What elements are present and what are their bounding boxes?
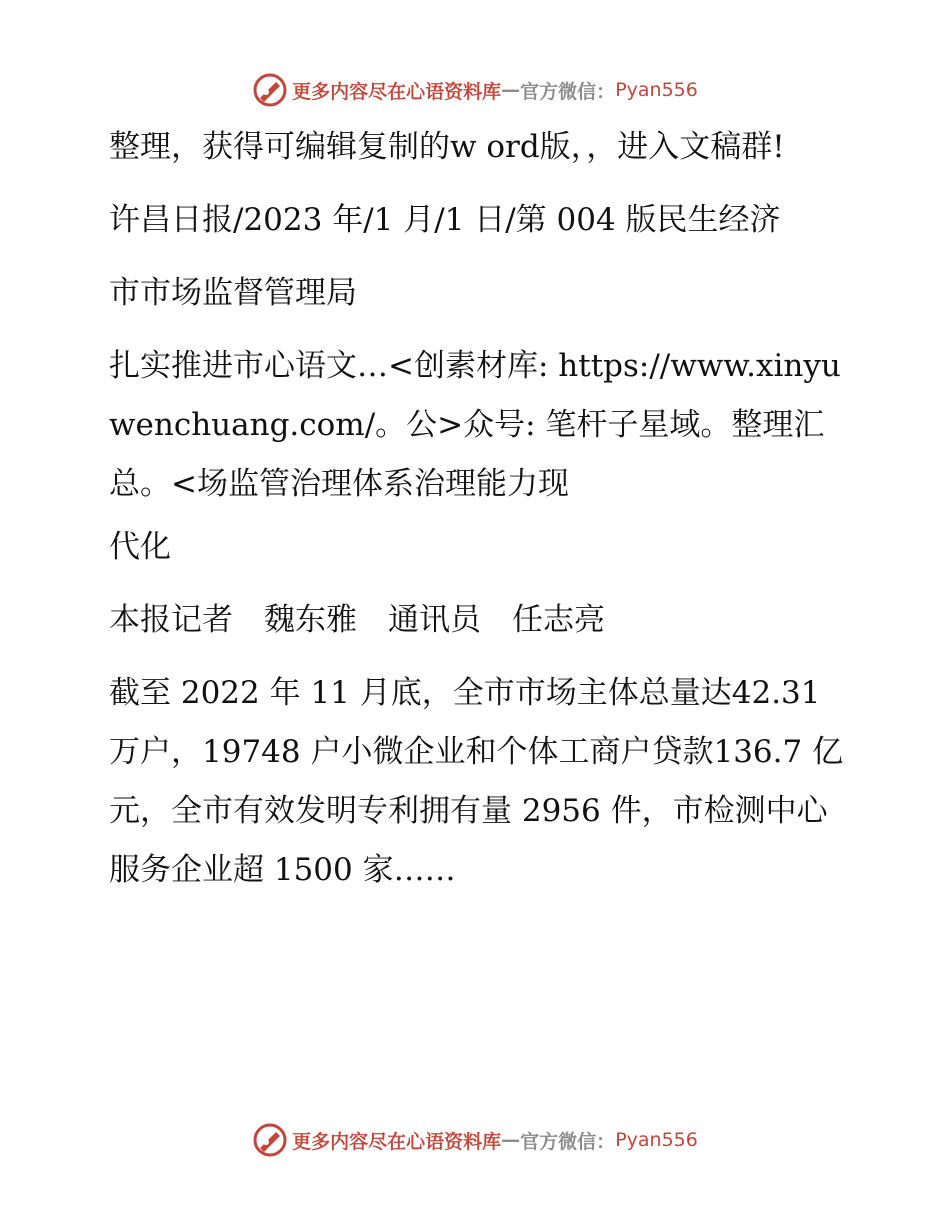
paragraph-org: 市市场监督管理局 <box>109 275 357 311</box>
watermark-wechat-id: Pyan556 <box>615 79 698 101</box>
paragraph-byline: 本报记者 魏东雅 通讯员 任志亮 <box>109 602 605 638</box>
watermark-official-label: 官方微信： <box>520 80 616 103</box>
watermark-wechat-id: Pyan556 <box>615 1129 698 1151</box>
watermark-official-label: 官方微信： <box>520 1130 616 1153</box>
watermark-brand-text: 更多内容尽在心语资料库 <box>292 80 502 103</box>
watermark-separator: — <box>501 1129 521 1151</box>
paragraph-headline-continued: 代化 <box>109 529 171 565</box>
paragraph-intro: 整理，获得可编辑复制的w ord版，，进入文稿群! <box>109 129 785 165</box>
footer-watermark <box>0 1120 950 1160</box>
watermark-separator: — <box>501 79 521 101</box>
watermark-brand-text: 更多内容尽在心语资料库 <box>292 1130 502 1153</box>
paragraph-body: 截至 2022 年 11 月底，全市市场主体总量达42.31 万户，19748 户小微企业和个体工商户贷款136.7 亿元，全市有效发明专利拥有量 2956 件，市检测中心服务企业超 1500 家…… <box>109 675 844 888</box>
paragraph-source: 许昌日报/2023 年/1 月/1 日/第 004 版民生经济 <box>109 202 781 238</box>
paragraph-headline: 扎实推进市心语文…<创素材库: https://www.xinyuwenchuang.com/。公>众号: 笔杆子星域。整理汇总。<场监管治理体系治理能力现 <box>109 348 841 502</box>
document-body <box>97 118 857 914</box>
pen-logo-icon <box>252 72 288 108</box>
pen-logo-icon <box>252 1122 288 1158</box>
header-watermark <box>0 70 950 110</box>
